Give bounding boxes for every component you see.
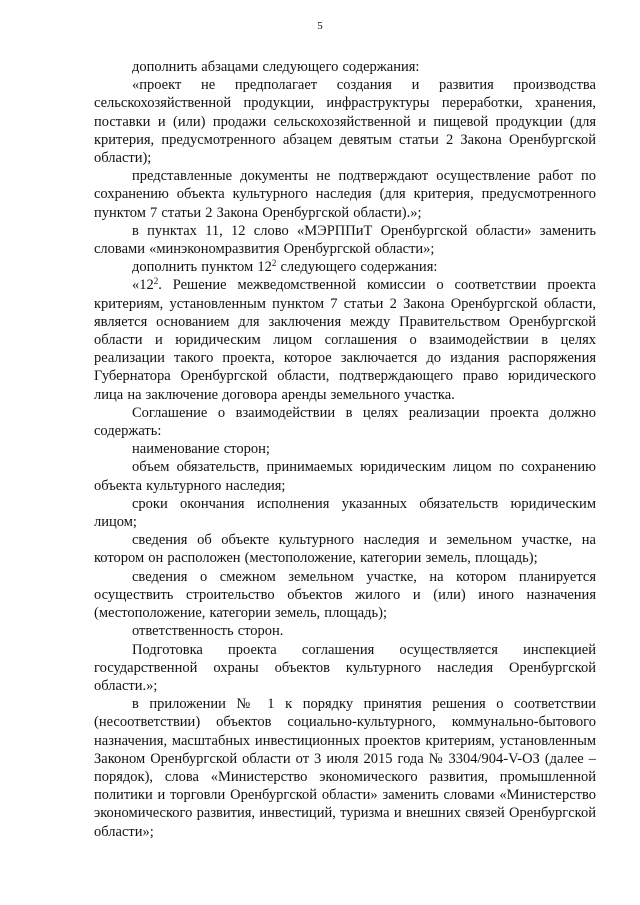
paragraph-text: сведения о смежном земельном участке, на котором планируется осуществить строительство объектов жилого и (или) иного назначения (местоположение, категории земель, площадь);	[94, 568, 596, 622]
paragraph-text: дополнить абзацами следующего содержания:	[132, 59, 420, 75]
list-item	[94, 531, 596, 567]
paragraph-intro	[94, 58, 596, 76]
list-item	[94, 495, 596, 531]
paragraph-preparation	[94, 641, 596, 696]
superscript: 2	[271, 258, 277, 269]
paragraph-point-12-2	[94, 276, 596, 403]
list-item	[94, 622, 596, 640]
paragraph-add-point	[94, 258, 596, 276]
paragraph-text: в приложении № 1 к порядку принятия решения о соответствии (несоответствии) объектов социально-культурного, коммунально-бытового назначения, масштабных инвестиционных проектов критериям, установленным Законом Оренбургской области от 3 июля 2015 года № 3304/904-V-ОЗ (далее – порядок), слова «Министерство экономического развития, промышленной политики и торговли Оренбургской области» заменить словами «Министерство экономического развития, инвестиций, туризма и внешних связей Оренбургской области»;	[94, 696, 596, 840]
paragraph-documents	[94, 167, 596, 222]
list-item	[94, 440, 596, 458]
paragraph-text-post: следующего содержания:	[276, 259, 438, 276]
paragraph-project-criteria	[94, 76, 596, 167]
document-body	[94, 58, 596, 841]
paragraph-text: представленные документы не подтверждают осуществление работ по сохранению объекта культурного наследия (для критерия, предусмотренного пунктом 7 статьи 2 Закона Оренбургской области).»;	[94, 168, 596, 221]
paragraph-text: Соглашение о взаимодействии в целях реализации проекта должно содержать:	[94, 404, 596, 440]
list-item	[94, 458, 596, 494]
paragraph-text: сведения об объекте культурного наследия и земельном участке, на котором он расположен (местоположение, категории земель, площадь);	[94, 532, 596, 567]
paragraph-text-pre: дополнить пунктом 12	[132, 259, 272, 276]
paragraph-text: сроки окончания исполнения указанных обязательств юридическим лицом;	[94, 495, 596, 531]
superscript: 2	[153, 276, 159, 287]
paragraph-text: объем обязательств, принимаемых юридическим лицом по сохранению объекта культурного наследия;	[94, 459, 596, 494]
paragraph-appendix	[94, 695, 596, 841]
paragraph-points-11-12	[94, 222, 596, 258]
paragraph-text: наименование сторон;	[132, 441, 270, 458]
paragraph-text: Подготовка проекта соглашения осуществляется инспекцией государственной охраны объектов культурного наследия Оренбургской области.»;	[94, 641, 596, 694]
page-number: 5	[317, 20, 323, 32]
paragraph-text: в пунктах 11, 12 слово «МЭРППиТ Оренбургской области» заменить словами «минэкономразвития Оренбургской области»;	[94, 222, 596, 258]
paragraph-agreement	[94, 404, 596, 440]
list-item	[94, 568, 596, 623]
paragraph-text: «проект не предполагает создания и развития производства сельскохозяйственной продукции, инфраструктуры переработки, хранения, поставки и (или) продажи сельскохозяйственной и пищевой продукции (для критерия, предусмотренного абзацем девятым статьи 2 Закона Оренбургской области);	[94, 77, 596, 167]
paragraph-text-pre: «12	[132, 277, 154, 294]
paragraph-text: ответственность сторон.	[132, 623, 284, 640]
paragraph-text-post: . Решение межведомственной комиссии о соответствии проекта критериям, установленным пунктом 7 статьи 2 Закона Оренбургской области, является основанием для заключения между Правительством Оренбургской области и юридическим лицом соглашения о взаимодействии в целях реализации такого проекта, которое заключается до издания распоряжения Губернатора Оренбургской области, подтверждающего право юридического лица на заключение договора аренды земельного участка.	[94, 277, 596, 403]
